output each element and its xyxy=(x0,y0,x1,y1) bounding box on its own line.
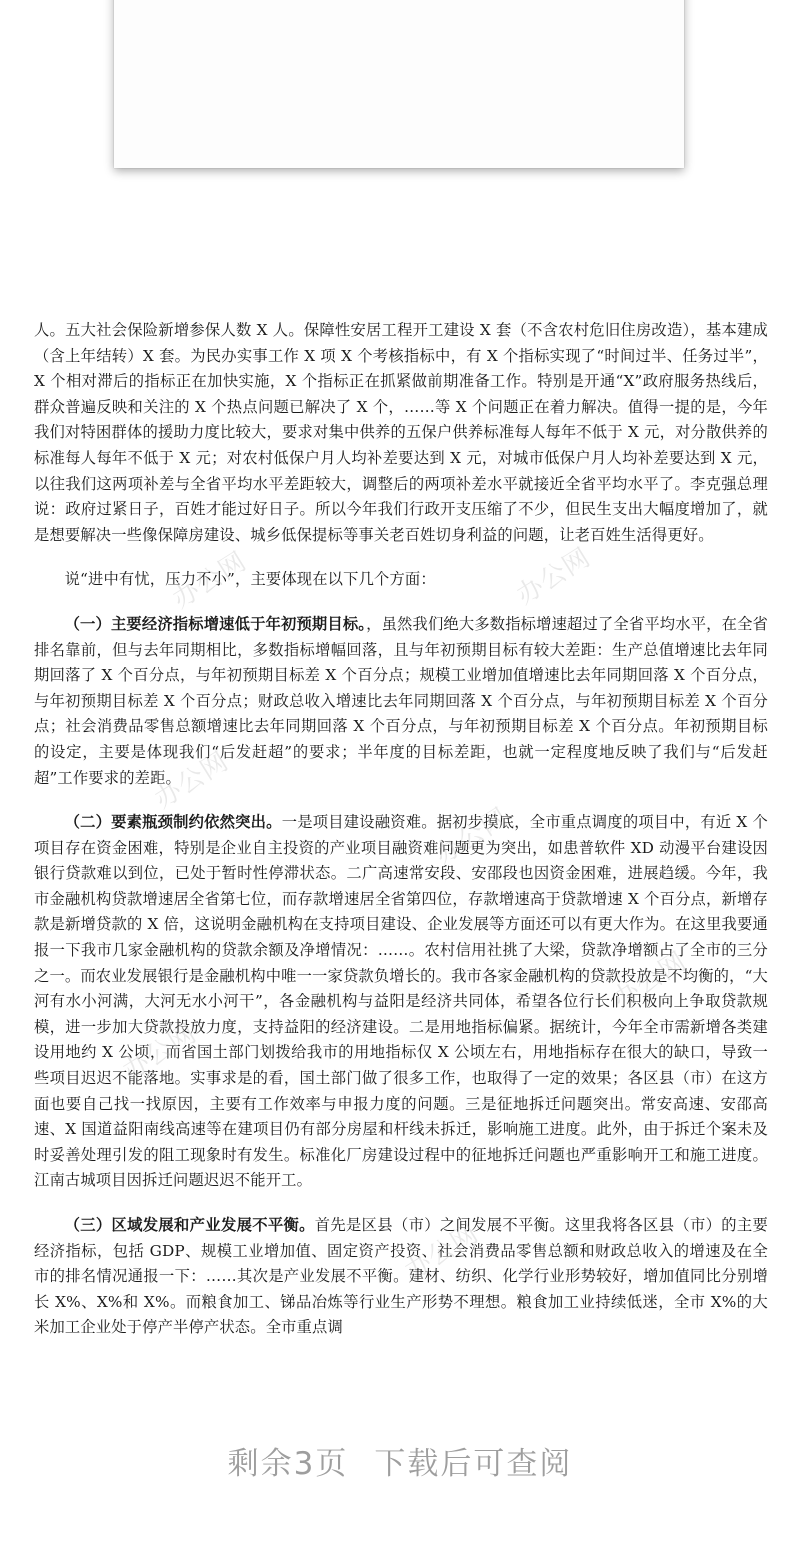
paragraph-section-three xyxy=(0,1213,800,1341)
paragraph-livelihood-continued: 人。五大社会保险新增参保人数 X 人。保障性安居工程开工建设 X 套（不含农村危旧住房改造），基本建成（含上年结转）X 套。为民办实事工作 X 项 X 个考核指标中，有 X 个指标实现了“时间过半、任务过半”，X 个相对滞后的指标正在加快实施，X 个指标正在抓紧做前期准备工作。特别是开通“X”政府服务热线后，群众普遍反映和关注的 X 个热点问题已解决了 X 个，……等 X 个问题正在着力解决。值得一提的是，今年我们对特困群体的援助力度比较大，要求对集中供养的五保户供养标准每人每年不低于 X 元，对分散供养的标准每人每年不低于 X 元；对农村低保户月人均补差要达到 X 元，对城市低保户月人均补差要达到 X 元，以往我们这两项补差与全省平均水平差距较大，调整后的两项补差水平就接近全省平均水平了。李克强总理说：政府过紧日子，百姓才能过好日子。所以今年我们行政开支压缩了不少，但民生支出大幅度增加了，就是想要解决一些像保障房建设、城乡低保提标等事关老百姓切身利益的问题，让老百姓生活得更好。 xyxy=(34,321,768,544)
previous-page-sheet xyxy=(114,0,684,168)
watermark: 办公网 xyxy=(167,546,253,615)
download-hint-label: 下载后可查阅 xyxy=(374,1446,573,1482)
section-three-heading: （三）区域发展和产业发展不平衡。 xyxy=(64,1216,315,1234)
section-two-heading: （二）要素瓶颈制约依然突出。 xyxy=(64,813,282,832)
watermark: 办公网 xyxy=(511,542,597,611)
watermark: 办公网 xyxy=(429,802,515,871)
download-prompt-footer xyxy=(0,1438,800,1483)
watermark: 办公网 xyxy=(607,946,693,1015)
paragraph-lead-in: 说“进中有忧，压力不小”，主要体现在以下几个方面： xyxy=(64,570,436,589)
paragraph-spacer xyxy=(0,548,800,567)
paragraph-spacer xyxy=(0,791,800,810)
document-page-content xyxy=(0,318,800,1341)
section-one-heading: （一）主要经济指标增速低于年初预期目标。 xyxy=(64,614,367,633)
paragraph-spacer xyxy=(0,593,800,612)
section-two-body: 一是项目建设融资难。据初步摸底，全市重点调度的项目中，有近 X 个项目存在资金困难，特别是企业自主投资的产业项目融资难问题更为突出，如患普软件 XD 动漫平台建设因银行贷款难以到位，已处于暂时性停滞状态。二广高速常安段、安邵段也因资金困难，进展趋缓。今年，我市金融机构贷款增速居全省第七位，而存款增速居全省第四位，存款增速高于贷款增速 X 个百分点，新增存款是新增贷款的 X 倍，这说明金融机构在支持项目建设、企业发展等方面还可以有更大作为。在这里我要通报一下我市几家金融机构的贷款余额及净增情况：……。农村信用社挑了大梁，贷款净增额占了全市的三分之一。而农业发展银行是金融机构中唯一一家贷款负增长的。我市各家金融机构的贷款投放是不均衡的，“大河有水小河满，大河无水小河干”，各金融机构与益阳是经济共同体，希望各位行长们积极向上争取贷款规模，进一步加大贷款投放力度，支持益阳的经济建设。二是用地指标偏紧。据统计，今年全市需新增各类建设用地约 X 公顷，而省国土部门划拨给我市的用地指标仅 X 公顷左右，用地指标存在很大的缺口，导致一些项目迟迟不能落地。实事求是的看，国土部门做了很多工作，也取得了一定的效果；各区县（市）在这方面也要自己找一找原因，主要有工作效率与申报力度的问题。三是征地拆迁问题突出。常安高速、安邵高速、X 国道益阳南线高速等在建项目仍有部分房屋和杆线未拆迁，影响施工进度。此外，由于拆迁个案未及时妥善处理引发的阻工现象时有发生。标准化厂房建设过程中的征地拆迁问题也严重影响开工和施工进度。江南古城项目因拆迁问题迟迟不能开工。 xyxy=(34,813,768,1190)
section-one-body: ，虽然我们绝大多数指标增速超过了全省平均水平，在全省排名靠前，但与去年同期相比，多数指标增幅回落，且与年初预期目标有较大差距：生产总值增速比去年同期回落了 X 个百分点，与年初预期目标差 X 个百分点；规模工业增加值增速比去年同期回落 X 个百分点，与年初预期目标差 X 个百分点；财政总收入增速比去年同期回落 X 个百分点，与年初预期目标差 X 个百分点；社会消费品零售总额增速比去年同期回落 X 个百分点，与年初预期目标差 X 个百分点。年初预期目标的设定，主要是体现我们“后发赶超”的要求；半年度的目标差距，也就一定程度地反映了我们与“后发赶超”工作要求的差距。 xyxy=(34,614,768,787)
paragraph-spacer xyxy=(0,1194,800,1213)
watermark: 办公网 xyxy=(399,1218,485,1287)
remaining-pages-label: 剩余3页 xyxy=(227,1446,349,1482)
watermark: 办公网 xyxy=(117,1018,203,1087)
section-three-body: 首先是区县（市）之间发展不平衡。这里我将各区县（市）的主要经济指标，包括 GDP、规模工业增加值、固定资产投资、社会消费品零售总额和财政总收入的增速及在全市的排名情况通报一下：……其次是产业发展不平衡。建材、纺织、化学行业形势较好，增加值同比分别增长 X%、X%和 X%。而粮食加工、锑品冶炼等行业生产形势不理想。粮食加工业持续低迷，全市 X%的大米加工企业处于停产半停产状态。全市重点调 xyxy=(34,1216,768,1337)
paragraph-section-two xyxy=(0,810,800,1194)
watermark: 办公网 xyxy=(149,746,235,815)
paragraph-section-one xyxy=(0,612,800,791)
